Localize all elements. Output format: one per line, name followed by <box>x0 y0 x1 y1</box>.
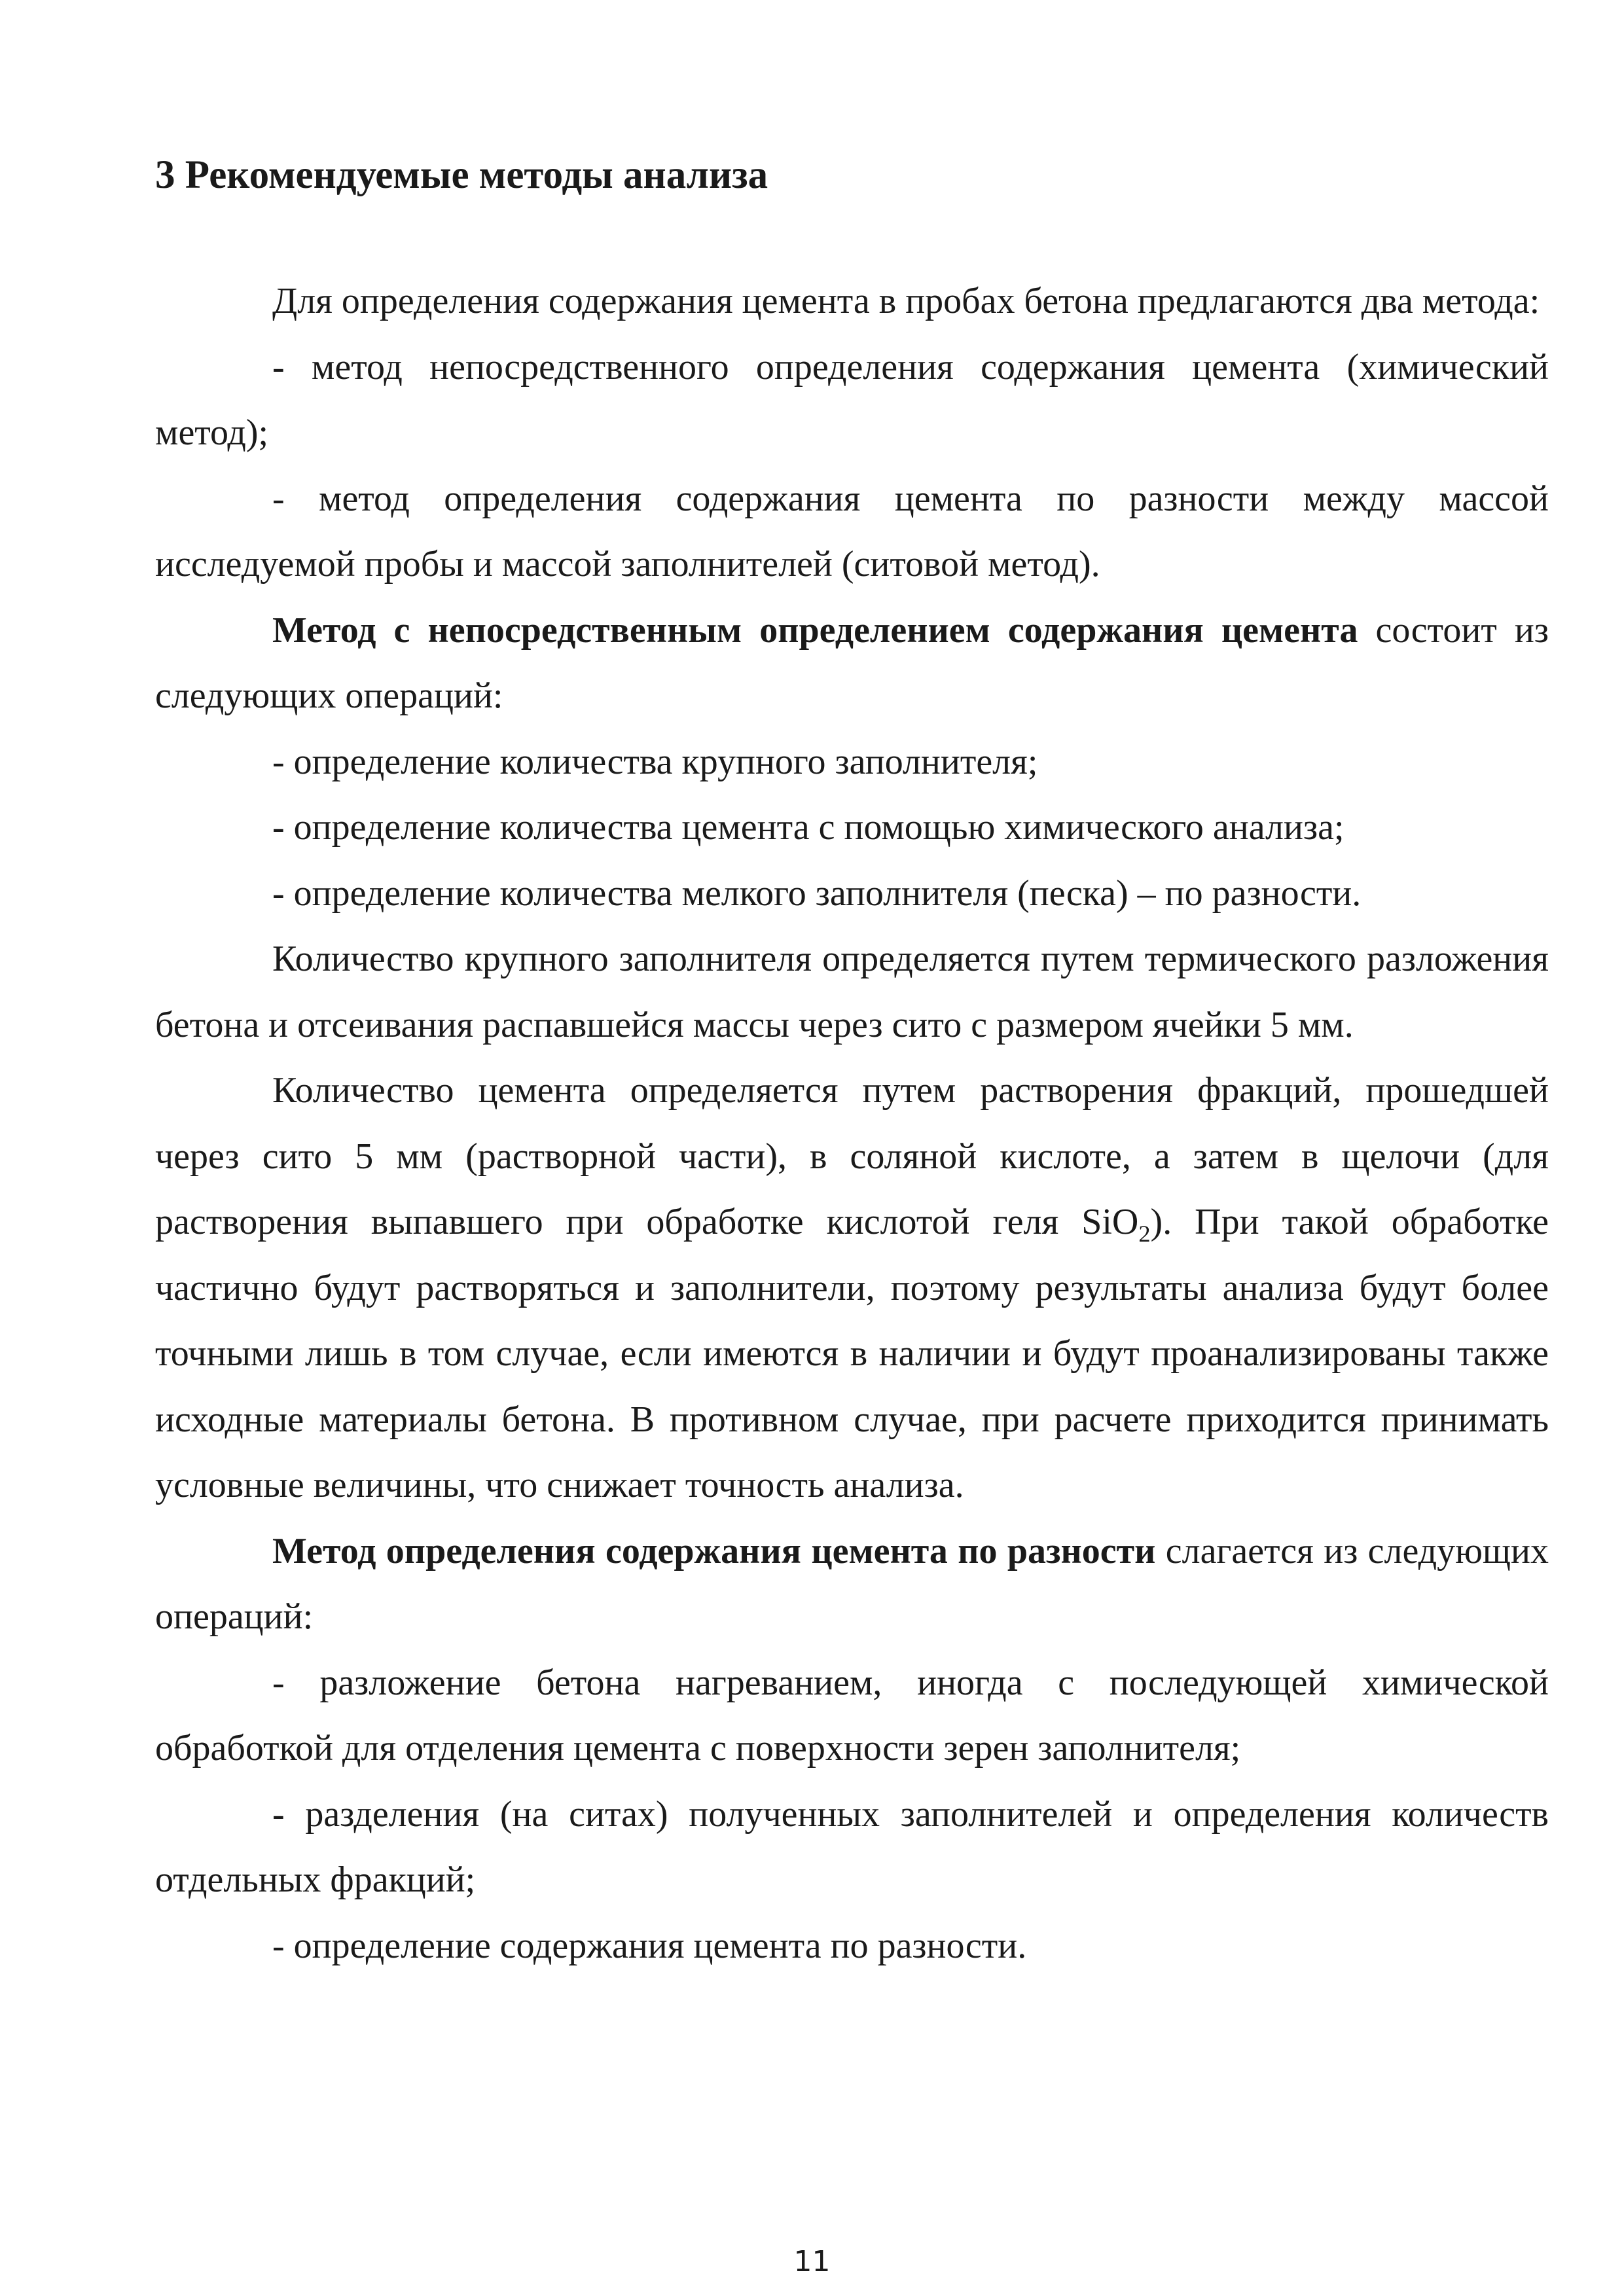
direct-method-title: Метод с непосредственным определением содержания цемента <box>272 609 1358 651</box>
difference-method-text: слагается из следующих операций: <box>155 1530 1549 1637</box>
section-heading: 3 Рекомендуемые методы анализа <box>155 153 768 197</box>
page-number: 11 <box>793 2245 831 2278</box>
list-item-op-1: - определение количества крупного заполнителя; <box>272 741 1038 782</box>
paragraph-difference-method <box>155 1518 1549 1650</box>
list-item-method-1: - метод непосредственного определения содержания цемента (химический метод); <box>155 346 1549 453</box>
cement-text-after-formula: ). При такой обработке частично будут растворяться и заполнители, поэтому результаты анализа будут более точными лишь в том случае, если имеются в наличии и будут проанализированы также исходные материалы бетона. В противном случае, при расчете приходится принимать условные величины, что снижает точность анализа. <box>155 1202 1549 1505</box>
paragraph-direct-method <box>155 598 1549 729</box>
list-item-step-3: - определение содержания цемента по разности. <box>272 1925 1027 1966</box>
formula-subscript: 2 <box>1138 1221 1151 1247</box>
paragraph-coarse-aggregate: Количество крупного заполнителя определяется путем термического разложения бетона и отсеивания распавшейся массы через сито с размером ячейки 5 мм. <box>155 939 1549 1045</box>
paragraph-intro: Для определения содержания цемента в пробах бетона предлагаются два метода: <box>272 281 1540 321</box>
section-body <box>155 268 1549 1979</box>
list-item-method-2: - метод определения содержания цемента по разности между массой исследуемой пробы и массой заполнителей (ситовой метод). <box>155 478 1549 584</box>
paragraph-cement-amount <box>155 1058 1549 1518</box>
difference-method-title: Метод определения содержания цемента по разности <box>272 1530 1156 1571</box>
list-item-op-2: - определение количества цемента с помощью химического анализа; <box>272 807 1344 848</box>
list-item-op-3: - определение количества мелкого заполнителя (песка) – по разности. <box>272 872 1362 914</box>
formula-base: SiO <box>1081 1202 1139 1242</box>
list-item-step-1: - разложение бетона нагреванием, иногда с последующей химической обработкой для отделения цемента с поверхности зерен заполнителя; <box>155 1662 1549 1768</box>
direct-method-text: состоит из следующих операций: <box>155 609 1549 716</box>
list-item-step-2: - разделения (на ситах) полученных заполнителей и определения количеств отдельных фракций; <box>155 1793 1549 1900</box>
cement-text-before-formula: Количество цемента определяется путем растворения фракций, прошедшей через сито 5 мм (растворной части), в соляной кислоте, а затем в щелочи (для растворения выпавшего при обработке кислотой геля <box>155 1070 1549 1242</box>
